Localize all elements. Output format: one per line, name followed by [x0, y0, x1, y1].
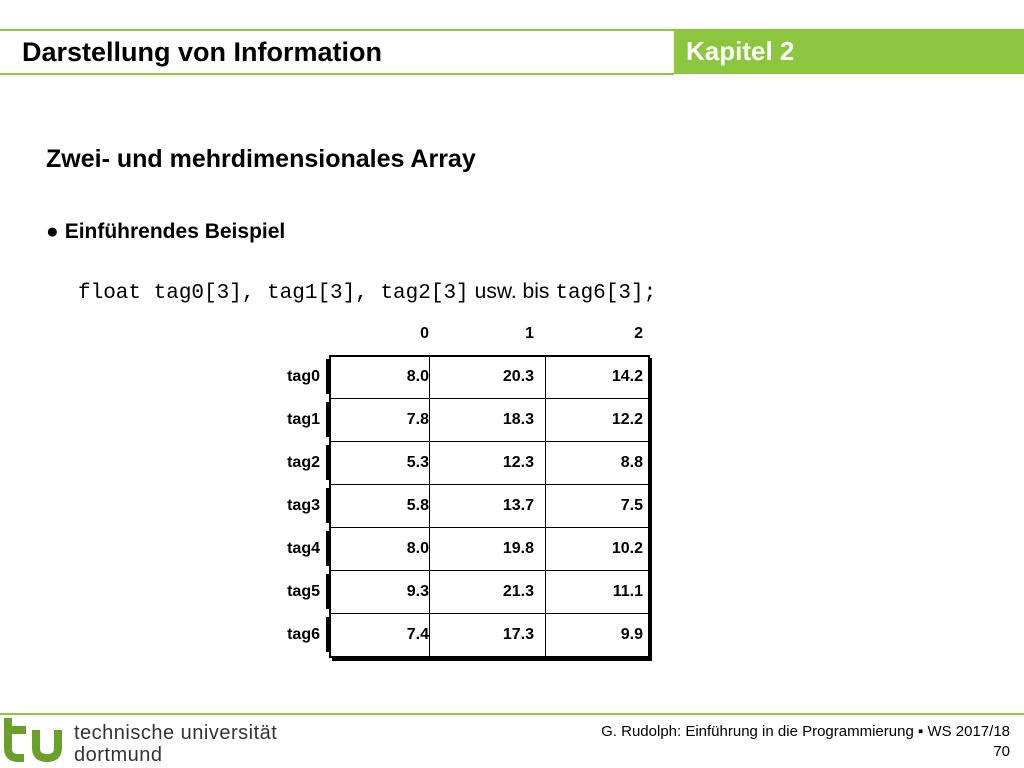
page-number: 70 — [993, 743, 1010, 760]
grid-shadow — [650, 358, 652, 661]
row-label-4: tag4 — [287, 540, 320, 557]
row-marker — [326, 359, 331, 394]
table-cell: 21.3 — [502, 583, 534, 600]
array-grid — [326, 355, 652, 661]
table-cell: 8.0 — [406, 368, 429, 385]
table-cell: 9.9 — [620, 626, 643, 643]
table-cell: 8.0 — [406, 540, 429, 557]
table-cell: 7.8 — [406, 411, 429, 428]
row-label-5: tag5 — [287, 583, 320, 600]
table-cell: 17.3 — [502, 626, 534, 643]
bullet-text: Einführendes Beispiel — [64, 220, 286, 243]
bullet-item — [46, 218, 285, 246]
university-name-line2: dortmund — [74, 744, 163, 766]
code-example — [78, 278, 656, 308]
table-cell: 9.3 — [406, 583, 429, 600]
grid-shadow — [332, 658, 652, 661]
table-cell: 5.3 — [406, 454, 429, 471]
row-marker — [326, 531, 331, 566]
table-cell: 19.8 — [502, 540, 534, 557]
chapter-badge: Kapitel 2 — [674, 29, 1024, 74]
table-cell: 12.2 — [611, 411, 643, 428]
page-title: Darstellung von Information — [22, 37, 383, 67]
row-marker — [326, 617, 331, 652]
column-header-0: 0 — [420, 325, 429, 342]
table-cell: 12.3 — [502, 454, 534, 471]
table-cell: 13.7 — [502, 497, 534, 514]
column-header-2: 2 — [634, 325, 643, 342]
tu-dortmund-logo-icon — [4, 718, 66, 764]
row-marker — [326, 402, 331, 437]
code-declaration: float tag0[3], tag1[3], tag2[3] — [78, 282, 469, 305]
code-declaration-end: tag6[3]; — [555, 282, 657, 305]
table-cell: 7.5 — [620, 497, 643, 514]
row-label-2: tag2 — [287, 454, 320, 471]
table-cell: 20.3 — [502, 368, 534, 385]
footer-credit: G. Rudolph: Einführung in die Programmierung ▪ WS 2017/18 — [601, 723, 1010, 740]
row-marker — [326, 445, 331, 480]
row-marker — [326, 574, 331, 609]
university-name-line1: technische universität — [74, 722, 278, 744]
university-name — [74, 722, 277, 766]
table-cell: 18.3 — [502, 411, 534, 428]
table-cell: 8.8 — [620, 454, 643, 471]
table-cell: 5.8 — [406, 497, 429, 514]
bullet-dot-icon: ● — [46, 220, 59, 243]
code-connector-text: usw. bis — [474, 280, 550, 303]
row-marker — [326, 488, 331, 523]
table-cell: 11.1 — [612, 583, 643, 600]
footer-rule — [0, 713, 1024, 715]
table-cell: 14.2 — [611, 368, 643, 385]
table-cell: 7.4 — [406, 626, 429, 643]
row-label-6: tag6 — [287, 626, 320, 643]
row-label-3: tag3 — [287, 497, 320, 514]
column-header-1: 1 — [525, 325, 534, 342]
row-label-0: tag0 — [287, 368, 320, 385]
table-cell: 10.2 — [611, 540, 643, 557]
header-underline — [0, 73, 674, 75]
row-label-1: tag1 — [287, 411, 320, 428]
section-title: Zwei- und mehrdimensionales Array — [46, 145, 476, 173]
